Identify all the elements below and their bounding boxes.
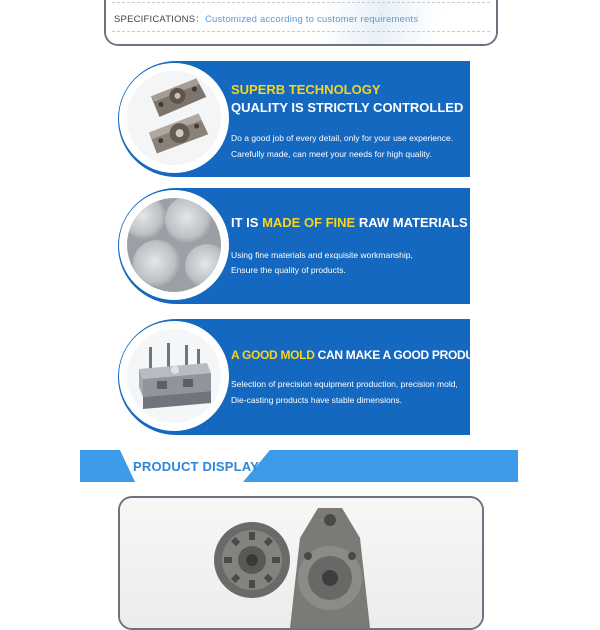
feature-title [231, 348, 489, 362]
title-text: RAW MATERIALS [355, 215, 468, 230]
highlight-text: SUPERB TECHNOLOGY [231, 82, 381, 97]
highlight-text: A GOOD MOLD [231, 348, 315, 362]
feature-title [231, 215, 468, 230]
specifications-label: SPECIFICATIONS： [114, 14, 205, 25]
highlight-text: MADE OF FINE [262, 215, 356, 230]
feature-image-frame [119, 63, 229, 173]
product-display-frame [118, 496, 484, 630]
spec-divider-top [112, 2, 490, 3]
feature-desc-line1: Do a good job of every detail, only for your use experience. [231, 133, 454, 143]
feature-desc-line2: Carefully made, can meet your needs for high quality. [231, 149, 432, 159]
feature-desc-line1: Using fine materials and exquisite workmanship, [231, 250, 413, 260]
feature-image-frame [119, 321, 229, 431]
aluminum-rods-icon [127, 198, 221, 292]
feature-desc-line2: Ensure the quality of products. [231, 265, 346, 275]
die-cast-parts-icon [127, 71, 221, 165]
feature-panel-technology [118, 61, 470, 177]
mold-image [127, 329, 221, 423]
motor-housing-parts-icon [120, 498, 482, 628]
title-text: CAN MAKE A GOOD PRODUCT [314, 348, 490, 362]
feature-title: QUALITY IS STRICTLY CONTROLLED [231, 100, 464, 115]
raw-material-rods-image [127, 198, 221, 292]
specifications-value: Customized according to customer requirements [204, 14, 419, 25]
specifications-box [104, 0, 498, 46]
product-display-title: PRODUCT DISPLAY [133, 459, 260, 474]
title-text: IT IS [231, 215, 263, 230]
feature-image-frame [119, 190, 229, 300]
feature-panel-materials [118, 188, 470, 304]
feature-panel-mold [118, 319, 490, 435]
specifications-row [114, 11, 418, 25]
feature-title-highlight [231, 82, 381, 97]
die-cast-parts-image [127, 71, 221, 165]
feature-desc-line2: Die-casting products have stable dimensions. [231, 395, 403, 405]
mold-icon [127, 329, 221, 423]
spec-divider-bottom [112, 31, 490, 32]
feature-desc-line1: Selection of precision equipment production, precision mold, [231, 379, 458, 389]
